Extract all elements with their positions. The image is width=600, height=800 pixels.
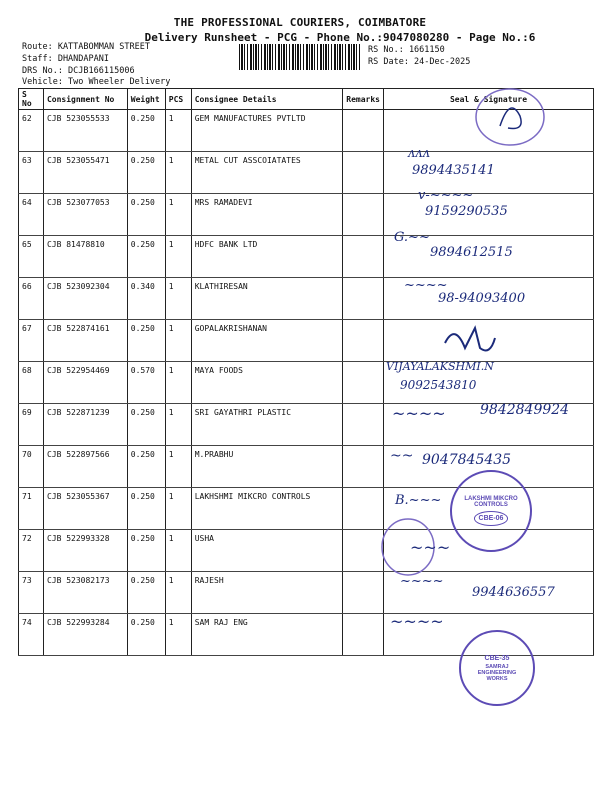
signature-71-icon: B.~~~ — [395, 493, 442, 508]
cell-consignment: CJB 523055533 — [43, 110, 127, 152]
stamp-71-text: LAKSHMI MIKCRO CONTROLS — [464, 496, 518, 508]
signature-73-icon: ~~~~ — [400, 574, 444, 589]
signature-63-icon: ᴧᴧᴧ — [408, 146, 431, 161]
cell-pcs: 1 — [165, 194, 191, 236]
handwritten-phone-73: 9944636557 — [472, 585, 555, 600]
rs-number: RS No.: 1661150 — [368, 45, 445, 55]
cell-sno: 67 — [19, 320, 44, 362]
company-title: THE PROFESSIONAL COURIERS, COIMBATORE — [173, 16, 427, 29]
table-row — [19, 362, 594, 404]
cell-pcs: 1 — [165, 362, 191, 404]
cell-remarks — [343, 446, 384, 488]
signature-74-icon: ~~~~ — [390, 612, 444, 631]
cell-remarks — [343, 614, 384, 656]
barcode — [239, 44, 362, 70]
cell-sno: 70 — [19, 446, 44, 488]
handwritten-phone-69: 9842849924 — [480, 402, 570, 418]
cell-consignment: CJB 522871239 — [43, 404, 127, 446]
cell-sno: 71 — [19, 488, 44, 530]
route-label: Route: KATTABOMMAN STREET — [22, 42, 150, 52]
cell-weight: 0.250 — [127, 236, 165, 278]
cell-sno: 69 — [19, 404, 44, 446]
vehicle-label: Vehicle: Two Wheeler Delivery — [22, 77, 171, 87]
cell-weight: 0.570 — [127, 362, 165, 404]
cell-weight: 0.250 — [127, 194, 165, 236]
stamp-74-code: CBE-35 — [484, 654, 510, 662]
cell-remarks — [343, 572, 384, 614]
rs-date: RS Date: 24-Dec-2025 — [368, 57, 471, 67]
cell-remarks — [343, 530, 384, 572]
cell-sno: 72 — [19, 530, 44, 572]
cell-consignee: SAM RAJ ENG — [191, 614, 343, 656]
cell-weight: 0.250 — [127, 152, 165, 194]
col-pcs: PCS — [165, 89, 191, 110]
company-stamp-71 — [450, 470, 532, 552]
cell-remarks — [343, 236, 384, 278]
col-remarks: Remarks — [343, 89, 384, 110]
cell-weight: 0.250 — [127, 614, 165, 656]
cell-weight: 0.250 — [127, 488, 165, 530]
cell-weight: 0.250 — [127, 446, 165, 488]
col-consignee: Consignee Details — [191, 89, 343, 110]
cell-sno: 65 — [19, 236, 44, 278]
company-stamp-74 — [459, 630, 535, 706]
cell-weight: 0.340 — [127, 278, 165, 320]
cell-weight: 0.250 — [127, 572, 165, 614]
cell-remarks — [343, 362, 384, 404]
handwritten-phone-66: 98-94093400 — [438, 291, 526, 306]
signature-64-icon: v-~~~~ — [418, 188, 474, 203]
cell-remarks — [343, 488, 384, 530]
cell-consignee: USHA — [191, 530, 343, 572]
cell-pcs: 1 — [165, 488, 191, 530]
cell-consignment: CJB 523077053 — [43, 194, 127, 236]
cell-pcs: 1 — [165, 446, 191, 488]
cell-remarks — [343, 278, 384, 320]
handwritten-name-68: VIJAYALAKSHMI.N — [386, 360, 494, 373]
cell-consignment: CJB 523082173 — [43, 572, 127, 614]
cell-remarks — [343, 110, 384, 152]
cell-consignee: RAJESH — [191, 572, 343, 614]
col-signature: Seal & Signature — [383, 89, 593, 110]
handwritten-phone-68: 9092543810 — [400, 378, 477, 392]
cell-remarks — [343, 404, 384, 446]
signature-72-icon: ~~~ — [410, 538, 451, 557]
cell-consignment: CJB 522993328 — [43, 530, 127, 572]
cell-consignee: MRS RAMADEVI — [191, 194, 343, 236]
handwritten-phone-64: 9159290535 — [425, 204, 508, 219]
runsheet-table — [18, 88, 594, 656]
stamp-74-text: SAMRAJ ENGINEERING WORKS — [477, 663, 517, 682]
cell-weight: 0.250 — [127, 320, 165, 362]
handwritten-phone-65: 9894612515 — [430, 245, 513, 260]
cell-consignee: GOPALAKRISHANAN — [191, 320, 343, 362]
cell-sno: 68 — [19, 362, 44, 404]
cell-consignee: GEM MANUFACTURES PVTLTD — [191, 110, 343, 152]
col-sno: S No — [19, 89, 44, 110]
cell-consignment: CJB 522897566 — [43, 446, 127, 488]
cell-consignee: SRI GAYATHRI PLASTIC — [191, 404, 343, 446]
cell-consignment: CJB 522993284 — [43, 614, 127, 656]
cell-remarks — [343, 194, 384, 236]
cell-sno: 63 — [19, 152, 44, 194]
signature-66-icon: ~~~~ — [404, 278, 448, 293]
signature-65-icon: G.~~ — [394, 230, 430, 245]
cell-pcs: 1 — [165, 614, 191, 656]
cell-weight: 0.250 — [127, 110, 165, 152]
handwritten-phone-70: 9047845435 — [422, 452, 512, 468]
cell-sno: 62 — [19, 110, 44, 152]
signature-70-icon: ~~ — [390, 448, 414, 464]
cell-consignment: CJB 81478810 — [43, 236, 127, 278]
cell-consignment: CJB 522874161 — [43, 320, 127, 362]
cell-consignment: CJB 523055367 — [43, 488, 127, 530]
cell-consignee: M.PRABHU — [191, 446, 343, 488]
cell-remarks — [343, 152, 384, 194]
table-row — [19, 320, 594, 362]
cell-pcs: 1 — [165, 404, 191, 446]
drs-label: DRS No.: DCJB166115006 — [22, 66, 135, 76]
col-weight: Weight — [127, 89, 165, 110]
staff-label: Staff: DHANDAPANI — [22, 54, 109, 64]
cell-consignment: CJB 522954469 — [43, 362, 127, 404]
signature-67-icon — [440, 318, 500, 358]
cell-pcs: 1 — [165, 152, 191, 194]
cell-consignment: CJB 523055471 — [43, 152, 127, 194]
cell-pcs: 1 — [165, 572, 191, 614]
cell-pcs: 1 — [165, 530, 191, 572]
cell-pcs: 1 — [165, 110, 191, 152]
cell-consignee: KLATHIRESAN — [191, 278, 343, 320]
handwritten-phone-63: 9894435141 — [412, 163, 495, 178]
cell-sno: 73 — [19, 572, 44, 614]
cell-consignee: MAYA FOODS — [191, 362, 343, 404]
cell-consignment: CJB 523092304 — [43, 278, 127, 320]
table-row — [19, 152, 594, 194]
runsheet-subtitle: Delivery Runsheet - PCG - Phone No.:9047080280 - Page No.:6 — [144, 31, 536, 44]
cell-pcs: 1 — [165, 236, 191, 278]
col-consignment: Consignment No — [43, 89, 127, 110]
cell-sno: 64 — [19, 194, 44, 236]
cell-weight: 0.250 — [127, 530, 165, 572]
cell-sno: 66 — [19, 278, 44, 320]
signature-62-icon — [470, 86, 550, 148]
cell-sno: 74 — [19, 614, 44, 656]
cell-pcs: 1 — [165, 278, 191, 320]
cell-remarks — [343, 320, 384, 362]
stamp-71-code: CBE-06 — [474, 511, 509, 526]
cell-weight: 0.250 — [127, 404, 165, 446]
cell-consignee: LAKHSHMI MIKCRO CONTROLS — [191, 488, 343, 530]
cell-pcs: 1 — [165, 320, 191, 362]
cell-consignee: HDFC BANK LTD — [191, 236, 343, 278]
cell-consignee: METAL CUT ASSCOIATATES — [191, 152, 343, 194]
signature-69-icon: ~~~~ — [392, 404, 446, 423]
